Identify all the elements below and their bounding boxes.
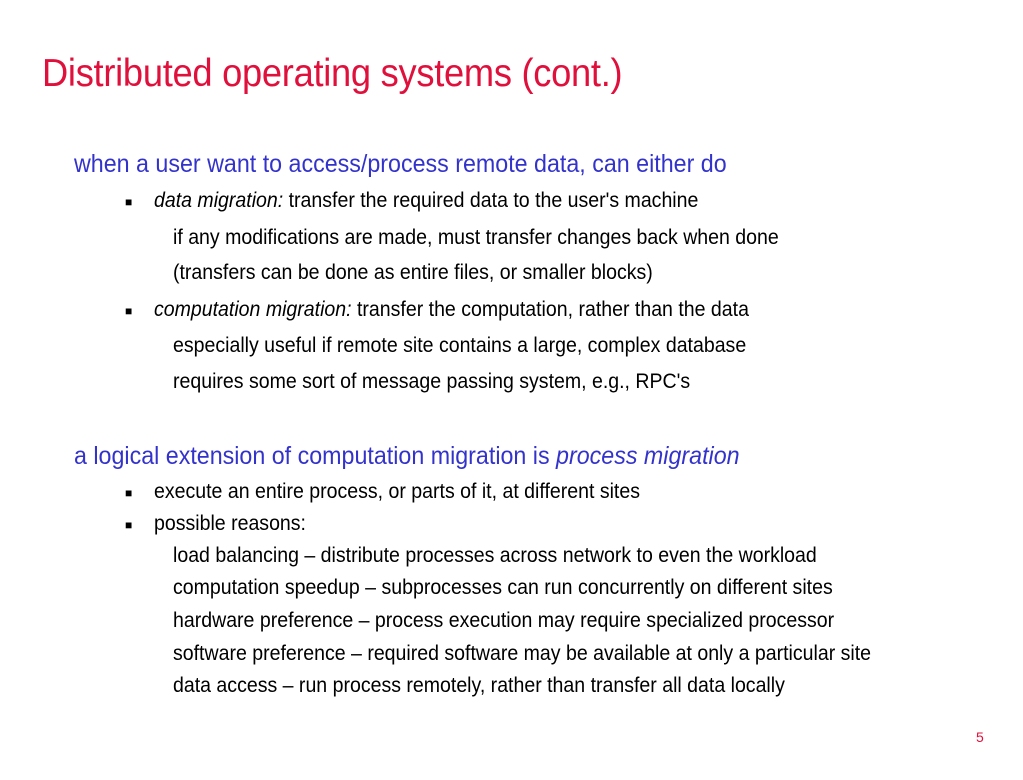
bullet-icon: ■ bbox=[125, 195, 133, 209]
sub-item: (transfers can be done as entire files, or smaller blocks) bbox=[173, 261, 653, 284]
sub-item: if any modifications are made, must transfer changes back when done bbox=[173, 226, 779, 249]
sub-item: hardware preference – process execution may require specialized processor bbox=[173, 609, 835, 632]
sub-item: computation speedup – subprocesses can run concurrently on different sites bbox=[173, 576, 833, 599]
sub-item: load balancing – distribute processes across network to even the workload bbox=[173, 544, 817, 567]
bullet-computation-migration bbox=[154, 298, 749, 322]
sub-item: especially useful if remote site contains a large, complex database bbox=[173, 334, 747, 357]
term-data-migration: data migration: bbox=[154, 189, 284, 212]
bullet-reasons: possible reasons: bbox=[154, 512, 306, 535]
bullet-data-migration bbox=[154, 189, 698, 213]
bullet-icon: ■ bbox=[125, 304, 133, 318]
section1-heading: when a user want to access/process remote data, can either do bbox=[74, 150, 727, 178]
bullet-execute: execute an entire process, or parts of it, at different sites bbox=[154, 480, 640, 503]
bullet-icon: ■ bbox=[125, 486, 133, 500]
sub-item: requires some sort of message passing system, e.g., RPC's bbox=[173, 370, 691, 393]
bullet-text: transfer the required data to the user's machine bbox=[283, 189, 699, 212]
sub-item: software preference – required software may be available at only a particular site bbox=[173, 642, 872, 665]
term-process-migration: process migration bbox=[556, 442, 740, 470]
heading-text: a logical extension of computation migration is bbox=[74, 442, 557, 470]
term-computation-migration: computation migration: bbox=[154, 298, 352, 321]
bullet-icon: ■ bbox=[125, 518, 133, 532]
bullet-text: transfer the computation, rather than the data bbox=[351, 298, 749, 321]
slide-title: Distributed operating systems (cont.) bbox=[42, 52, 623, 95]
sub-item: data access – run process remotely, rather than transfer all data locally bbox=[173, 674, 785, 697]
section2-heading bbox=[74, 442, 740, 471]
page-number: 5 bbox=[976, 729, 984, 745]
